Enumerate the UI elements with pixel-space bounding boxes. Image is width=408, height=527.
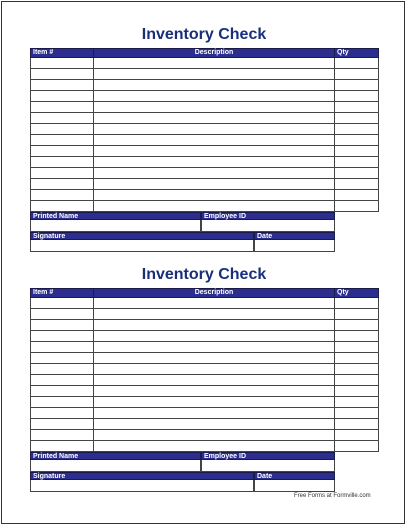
description-cell[interactable] [94, 179, 335, 190]
form-title: Inventory Check [141, 266, 267, 283]
table-row [31, 364, 379, 375]
table-row [31, 408, 379, 419]
table-row [31, 397, 379, 408]
qty-cell[interactable] [335, 190, 379, 201]
printed-name-label: Printed Name [30, 212, 201, 220]
qty-cell[interactable] [335, 102, 379, 113]
item-cell[interactable] [31, 102, 94, 113]
employee-id-label: Employee ID [201, 212, 335, 220]
description-cell[interactable] [94, 320, 335, 331]
item-cell[interactable] [31, 430, 94, 441]
description-cell[interactable] [94, 113, 335, 124]
item-cell[interactable] [31, 364, 94, 375]
qty-cell[interactable] [335, 364, 379, 375]
qty-cell[interactable] [335, 353, 379, 364]
table-row [31, 309, 379, 320]
description-cell[interactable] [94, 69, 335, 80]
description-cell[interactable] [94, 298, 335, 309]
qty-cell[interactable] [335, 419, 379, 430]
qty-cell[interactable] [335, 331, 379, 342]
qty-cell[interactable] [335, 408, 379, 419]
qty-header: Qty [335, 289, 379, 298]
item-cell[interactable] [31, 58, 94, 69]
description-cell[interactable] [94, 102, 335, 113]
description-header: Description [94, 49, 335, 58]
table-row [31, 146, 379, 157]
description-cell[interactable] [94, 146, 335, 157]
item-cell[interactable] [31, 135, 94, 146]
item-cell[interactable] [31, 441, 94, 452]
qty-cell[interactable] [335, 397, 379, 408]
table-row [31, 441, 379, 452]
table-row [31, 353, 379, 364]
item-cell[interactable] [31, 146, 94, 157]
description-cell[interactable] [94, 157, 335, 168]
qty-cell[interactable] [335, 375, 379, 386]
description-cell[interactable] [94, 408, 335, 419]
table-row [31, 320, 379, 331]
description-cell[interactable] [94, 124, 335, 135]
items-table [30, 288, 379, 452]
table-row [31, 375, 379, 386]
signature-field[interactable] [30, 480, 254, 492]
description-cell[interactable] [94, 309, 335, 320]
table-row [31, 201, 379, 212]
date-field[interactable] [254, 240, 335, 252]
item-cell[interactable] [31, 80, 94, 91]
item-cell[interactable] [31, 201, 94, 212]
item-cell[interactable] [31, 375, 94, 386]
description-cell[interactable] [94, 386, 335, 397]
printed-name-label: Printed Name [30, 452, 201, 460]
qty-cell[interactable] [335, 430, 379, 441]
item-number-header: Item # [31, 49, 94, 58]
date-label: Date [254, 232, 335, 240]
qty-cell[interactable] [335, 157, 379, 168]
printed-name-field[interactable] [30, 460, 201, 472]
employee-id-label: Employee ID [201, 452, 335, 460]
item-cell[interactable] [31, 91, 94, 102]
signature-block [30, 452, 335, 492]
table-row [31, 430, 379, 441]
item-number-header: Item # [31, 289, 94, 298]
qty-cell[interactable] [335, 80, 379, 91]
description-cell[interactable] [94, 80, 335, 91]
qty-cell[interactable] [335, 342, 379, 353]
table-row [31, 386, 379, 397]
qty-header: Qty [335, 49, 379, 58]
item-cell[interactable] [31, 353, 94, 364]
qty-cell[interactable] [335, 179, 379, 190]
table-row [31, 80, 379, 91]
qty-cell[interactable] [335, 309, 379, 320]
item-cell[interactable] [31, 342, 94, 353]
signature-label: Signature [30, 232, 254, 240]
table-row [31, 58, 379, 69]
description-cell[interactable] [94, 397, 335, 408]
table-row [31, 331, 379, 342]
table-row [31, 91, 379, 102]
description-cell[interactable] [94, 190, 335, 201]
item-cell[interactable] [31, 113, 94, 124]
qty-cell[interactable] [335, 124, 379, 135]
printed-name-field[interactable] [30, 220, 201, 232]
item-cell[interactable] [31, 298, 94, 309]
table-row [31, 179, 379, 190]
qty-cell[interactable] [335, 69, 379, 80]
qty-cell[interactable] [335, 386, 379, 397]
table-row [31, 342, 379, 353]
qty-cell[interactable] [335, 113, 379, 124]
table-row [31, 135, 379, 146]
table-row [31, 298, 379, 309]
table-row [31, 190, 379, 201]
table-row [31, 124, 379, 135]
employee-id-field[interactable] [201, 220, 335, 232]
signature-label: Signature [30, 472, 254, 480]
footer-credit: Free Forms at Formville.com [294, 493, 371, 499]
signature-block [30, 212, 335, 252]
qty-cell[interactable] [335, 201, 379, 212]
description-cell[interactable] [94, 353, 335, 364]
table-row [31, 113, 379, 124]
qty-cell[interactable] [335, 135, 379, 146]
item-cell[interactable] [31, 386, 94, 397]
description-cell[interactable] [94, 58, 335, 69]
item-cell[interactable] [31, 168, 94, 179]
employee-id-field[interactable] [201, 460, 335, 472]
inventory-form-2 [30, 265, 378, 492]
inventory-form-1 [30, 25, 378, 252]
items-table [30, 48, 379, 212]
item-cell[interactable] [31, 320, 94, 331]
description-cell[interactable] [94, 91, 335, 102]
description-cell[interactable] [94, 419, 335, 430]
description-cell[interactable] [94, 441, 335, 452]
item-cell[interactable] [31, 157, 94, 168]
item-cell[interactable] [31, 397, 94, 408]
table-row [31, 157, 379, 168]
item-cell[interactable] [31, 124, 94, 135]
date-label: Date [254, 472, 335, 480]
item-cell[interactable] [31, 331, 94, 342]
item-cell[interactable] [31, 419, 94, 430]
form-title: Inventory Check [141, 26, 267, 43]
item-cell[interactable] [31, 408, 94, 419]
qty-cell[interactable] [335, 146, 379, 157]
description-cell[interactable] [94, 364, 335, 375]
description-cell[interactable] [94, 135, 335, 146]
qty-cell[interactable] [335, 58, 379, 69]
description-cell[interactable] [94, 430, 335, 441]
qty-cell[interactable] [335, 298, 379, 309]
description-cell[interactable] [94, 375, 335, 386]
table-row [31, 168, 379, 179]
date-field[interactable] [254, 480, 335, 492]
description-cell[interactable] [94, 342, 335, 353]
item-cell[interactable] [31, 190, 94, 201]
qty-cell[interactable] [335, 441, 379, 452]
description-cell[interactable] [94, 201, 335, 212]
description-cell[interactable] [94, 168, 335, 179]
description-header: Description [94, 289, 335, 298]
item-cell[interactable] [31, 309, 94, 320]
item-cell[interactable] [31, 69, 94, 80]
signature-field[interactable] [30, 240, 254, 252]
table-row [31, 102, 379, 113]
qty-cell[interactable] [335, 168, 379, 179]
qty-cell[interactable] [335, 320, 379, 331]
qty-cell[interactable] [335, 91, 379, 102]
description-cell[interactable] [94, 331, 335, 342]
table-row [31, 419, 379, 430]
table-row [31, 69, 379, 80]
item-cell[interactable] [31, 179, 94, 190]
